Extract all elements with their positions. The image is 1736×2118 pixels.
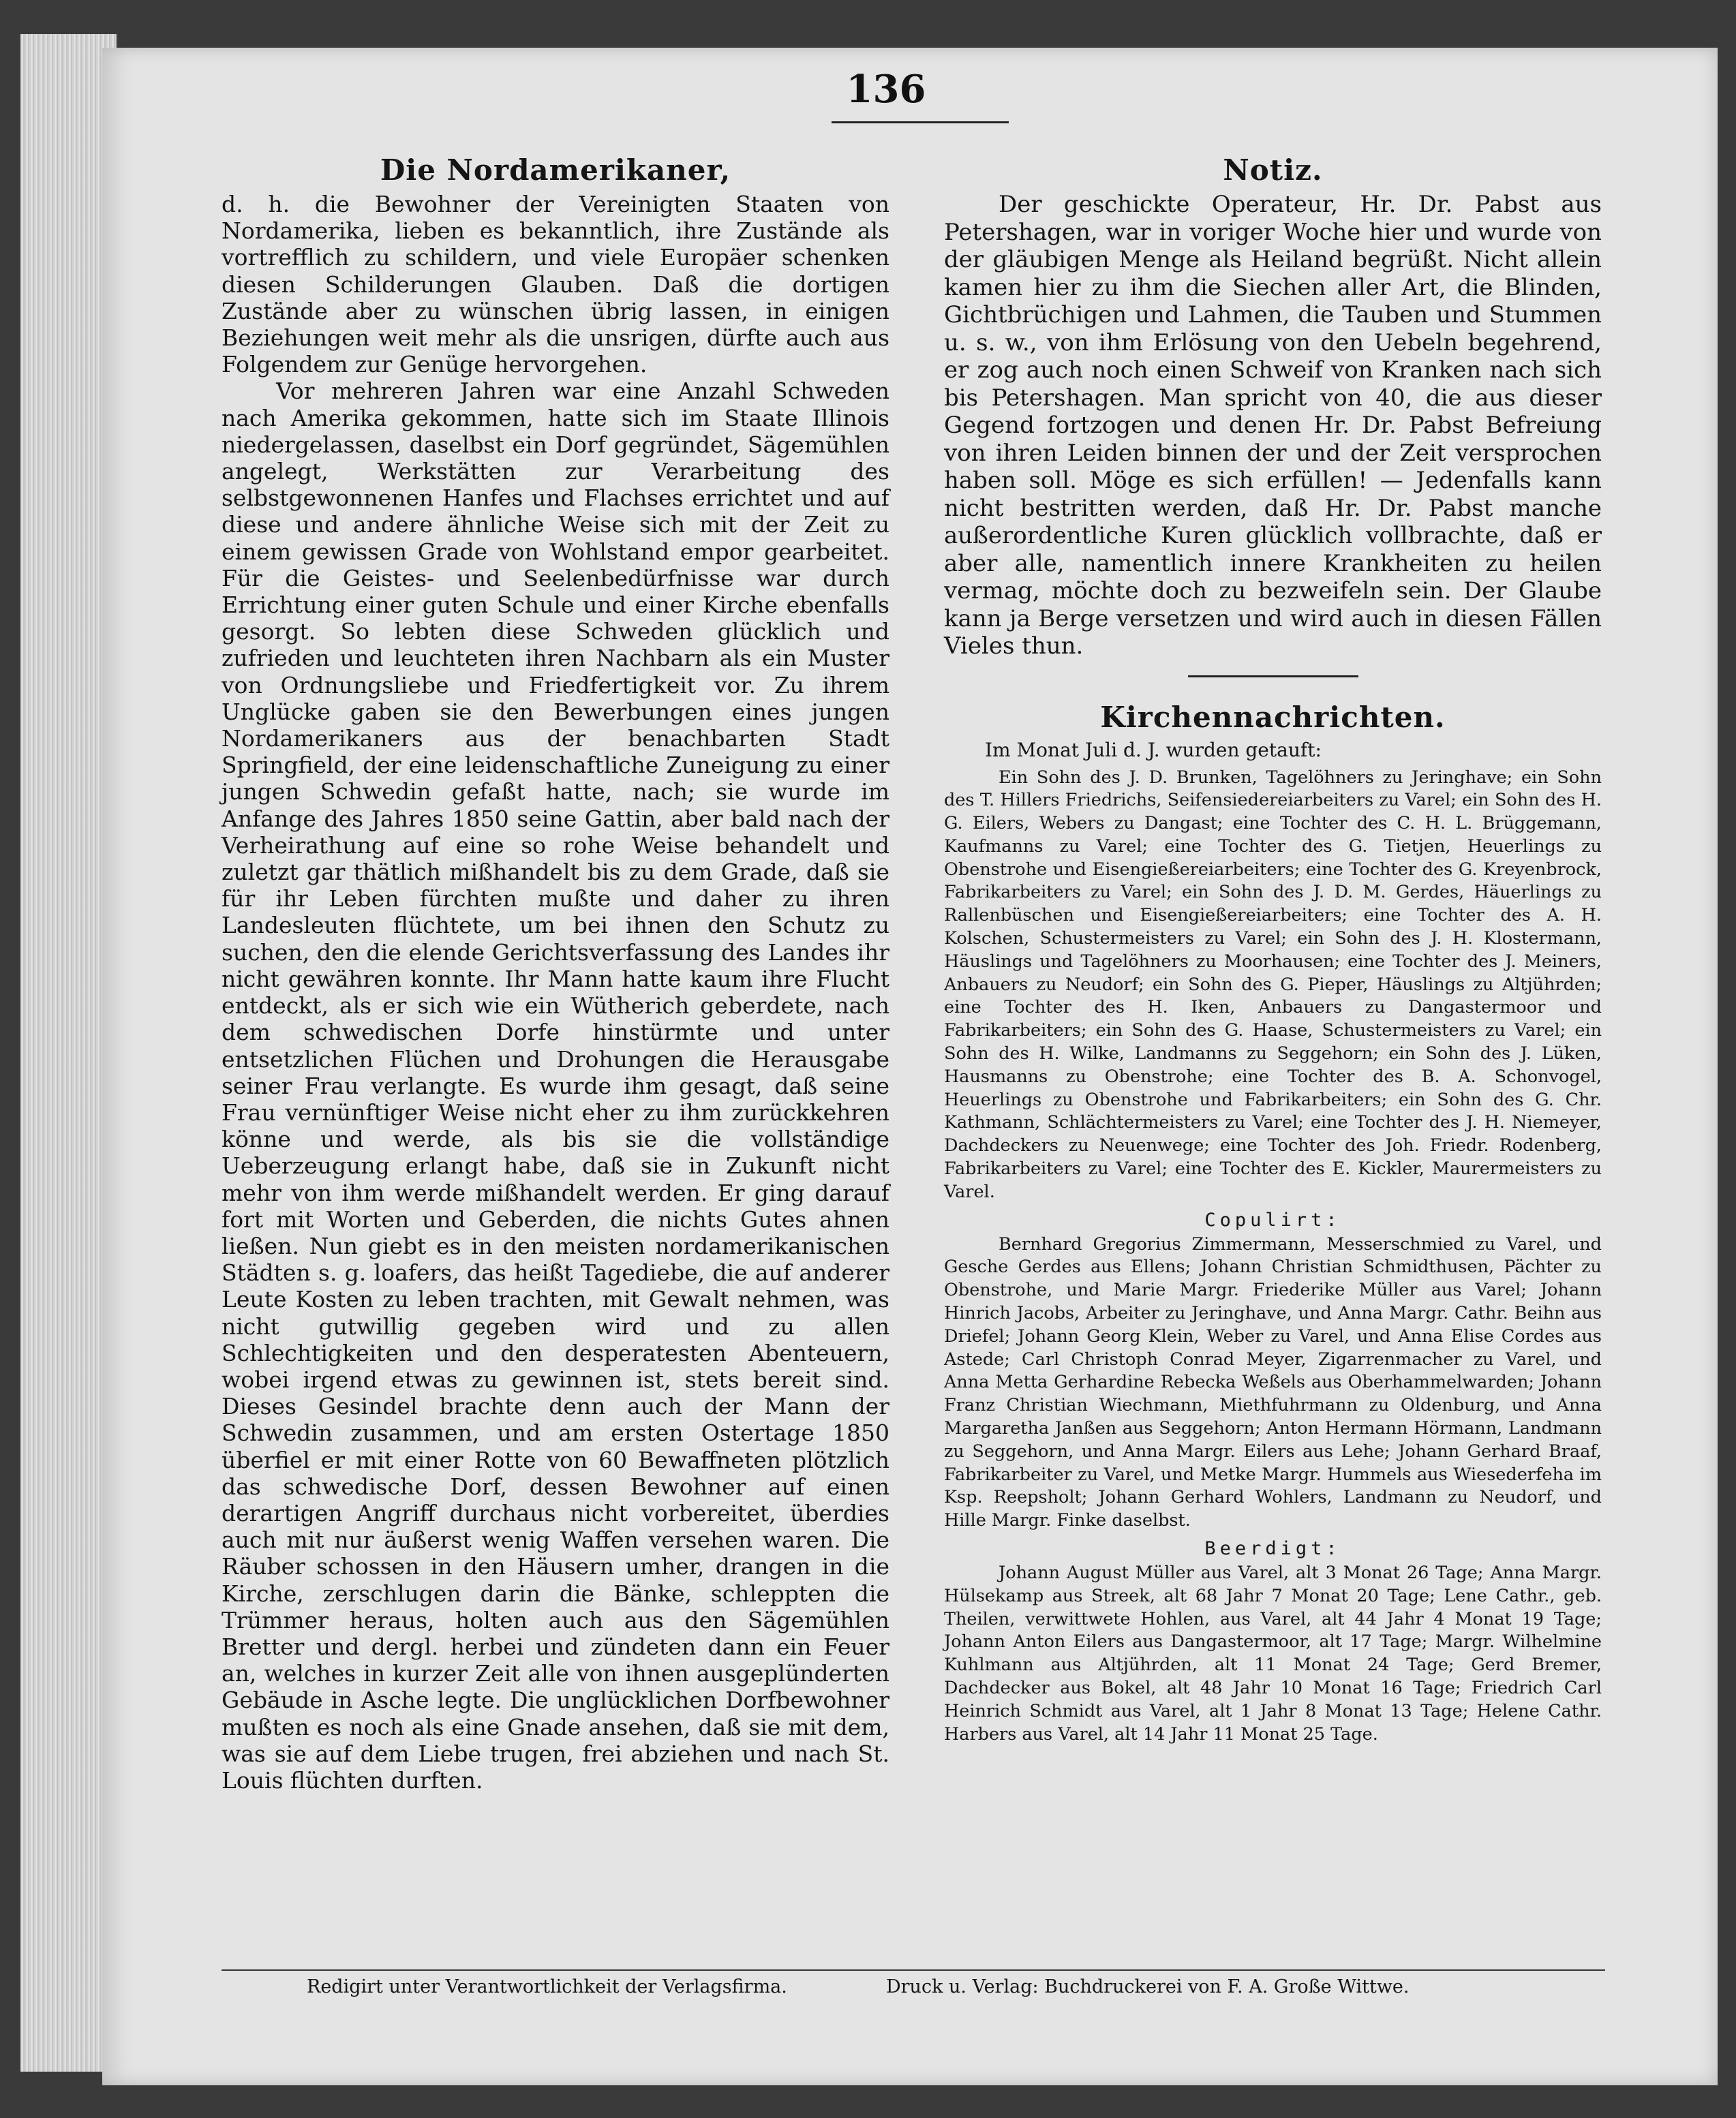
notiz-text: Der geschickte Operateur, Hr. Dr. Pabst aus Petershagen, war in voriger Woche hier und wurde von der gläubigen Menge als Heiland begrüßt. Nicht allein kamen hier zu ihm die Siechen aller Art, die Blinden, Gichtbrüchigen und Lahmen, die Tauben und Stummen u. s. w., von ihm Erlösung von den Uebeln begehrend, er zog auch noch einen Schweif von Kranken nach sich bis Petershagen. Man spricht von 40, die aus dieser Gegend fortzogen und denen Hr. Dr. Pabst Befreiung von ihren Leiden binnen der und der Zeit versprochen haben soll. Möge es sich erfüllen! — Jedenfalls kann nicht bestritten werden, daß Hr. Dr. Pabst manche außerordentliche Kuren glücklich vollbrachte, daß er aber alle, namentlich innere Krankheiten zu heilen vermag, möchte doch zu bezweifeln sein. Der Glaube kann ja Berge versetzen und wird auch in diesen Fällen Vieles thun. bbox=[944, 191, 1602, 660]
footer-editor-note: Redigirt unter Verantwortlichkeit der Verlagsfirma. bbox=[307, 1976, 787, 1997]
footer-printer-note: Druck u. Verlag: Buchdruckerei von F. A. Große Wittwe. bbox=[886, 1976, 1410, 1997]
getauft-intro: Im Monat Juli d. J. wurden getauft: bbox=[985, 738, 1322, 761]
section-divider bbox=[1188, 675, 1358, 677]
footer-rule bbox=[222, 1969, 1605, 1971]
beerdigt-list: Johann August Müller aus Varel, alt 3 Monat 26 Tage; Anna Margr. Hülsekamp aus Streek, alt 68 Jahr 7 Monat 20 Tage; Lene Cathr., geb. Theilen, verwittwete Hohlen, aus Varel, alt 44 Jahr 4 Monat 19 Tage; Johann Anton Eilers aus Dangastermoor, alt 17 Tage; Margr. Wilhelmine Kuhlmann aus Altjührden, alt 11 Monat 24 Tage; Gerd Bremer, Dachdecker aus Bokel, alt 48 Jahr 10 Monat 16 Tage; Friedrich Carl Heinrich Schmidt aus Varel, alt 1 Jahr 8 Monat 13 Tage; Helene Cathr. Harbers aus Varel, alt 14 Jahr 11 Monat 25 Tage. bbox=[944, 1563, 1602, 1745]
getauft-list: Ein Sohn des J. D. Brunken, Tagelöhners zu Jeringhave; ein Sohn des T. Hillers Friedrichs, Seifensiedereiarbeiters zu Varel; ein Sohn des H. G. Eilers, Webers zu Dangast; eine Tochter des C. H. L. Brüggemann, Kaufmanns zu Varel; eine Tochter des G. Tietjen, Heuerlings zu Obenstrohe und Eisengießereiarbeiters; eine Tochter des G. Kreyenbrock, Fabrikarbeiters zu Varel; ein Sohn des J. D. M. Gerdes, Häuerlings zu Rallenbüschen und Eisengießereiarbeiters; eine Tochter des A. H. Kolschen, Schustermeisters zu Varel; ein Sohn des J. H. Klostermann, Häuslings und Tagelöhners zu Moorhausen; eine Tochter des J. Meiners, Anbauers zu Neudorf; ein Sohn des G. Pieper, Häuslings zu Altjührden; eine Tochter des H. Iken, Anbauers zu Dangastermoor und Fabrikarbeiters; ein Sohn des G. Haase, Schustermeisters zu Varel; ein Sohn des H. Wilke, Landmanns zu Seggehorn; ein Sohn des J. Lüken, Hausmanns zu Obenstrohe; eine Tochter des B. A. Schonvogel, Heuerlings zu Obenstrohe und Fabrikarbeiters; ein Sohn des G. Chr. Kathmann, Schlächtermeisters zu Varel; eine Tochter des J. H. Niemeyer, Dachdeckers zu Neuenwege; eine Tochter des Joh. Friedr. Rodenberg, Fabrikarbeiters zu Varel; eine Tochter des E. Kickler, Maurermeisters zu Varel. bbox=[944, 767, 1602, 1202]
beerdigt-label: Beerdigt: bbox=[1204, 1538, 1341, 1559]
article-paragraph-1: d. h. die Bewohner der Vereinigten Staaten von Nordamerika, lieben es bekanntlich, ihre Zustände als vortrefflich zu schildern, und viele Europäer schenken diesen Schilderungen Glauben. Daß die dortigen Zustände aber zu wünschen übrig lassen, in einigen Beziehungen weit mehr als die unsrigen, dürfte auch aus Folgendem zur Genüge hervorgehen. bbox=[222, 191, 889, 378]
copulirt-label: Copulirt: bbox=[1204, 1209, 1341, 1231]
article-heading: Die Nordamerikaner, bbox=[380, 153, 731, 187]
copulirt-list: Bernhard Gregorius Zimmermann, Messerschmied zu Varel, und Gesche Gerdes aus Ellens; Johann Christian Schmidthusen, Pächter zu Obenstrohe, und Marie Margr. Friederike Müller aus Varel; Johann Hinrich Jacobs, Arbeiter zu Jeringhave, und Anna Margr. Cathr. Beihn aus Driefel; Johann Georg Klein, Weber zu Varel, und Anna Elise Cordes aus Astede; Carl Christoph Conrad Meyer, Zigarrenmacher zu Varel, und Anna Metta Gerhardine Rebecka Weßels aus Oberhammelwarden; Johann Franz Christian Wiechmann, Miethfuhrmann zu Oldenburg, und Anna Margaretha Janßen aus Seggehorn; Anton Hermann Hörmann, Landmann zu Seggehorn, und Anna Margr. Eilers aus Lehe; Johann Gerhard Braaf, Fabrikarbeiter zu Varel, und Metke Margr. Hummels aus Wiesederfeha im Ksp. Reepsholt; Johann Gerhard Wohlers, Landmann zu Neudorf, und Hille Margr. Finke daselbst. bbox=[944, 1233, 1602, 1531]
page-number-rule bbox=[832, 121, 1009, 123]
kirchennachrichten-heading: Kirchennachrichten. bbox=[1100, 700, 1446, 734]
notiz-heading: Notiz. bbox=[1223, 153, 1323, 187]
right-column bbox=[944, 153, 1602, 1746]
left-column bbox=[222, 153, 889, 1794]
page-number: 136 bbox=[846, 67, 926, 112]
article-paragraph-2: Vor mehreren Jahren war eine Anzahl Schweden nach Amerika gekommen, hatte sich im Staate Illinois niedergelassen, daselbst ein Dorf gegründet, Sägemühlen angelegt, Werkstätten zur Verarbeitung des selbstgewonnenen Hanfes und Flachses errichtet und auf diese und andere ähnliche Weise sich mit der Zeit zu einem gewissen Grade von Wohlstand empor gearbeitet. Für die Geistes- und Seelenbedürfnisse war durch Errichtung einer guten Schule und einer Kirche ebenfalls gesorgt. So lebten diese Schweden glücklich und zufrieden und leuchteten ihren Nachbarn als ein Muster von Ordnungsliebe und Friedfertigkeit vor. Zu ihrem Unglücke gaben sie den Bewerbungen eines jungen Nordamerikaners aus der benachbarten Stadt Springfield, der eine leidenschaftliche Zuneigung zu einer jungen Schwedin gefaßt hatte, nach; sie wurde im Anfange des Jahres 1850 seine Gattin, aber bald nach der Verheirathung auf eine so rohe Weise behandelt und zuletzt gar thätlich mißhandelt bis zu dem Grade, daß sie für ihr Leben fürchten mußte und daher zu ihren Landesleuten flüchtete, um bei ihnen den Schutz zu suchen, den die elende Gerichtsverfassung des Landes ihr nicht gewähren konnte. Ihr Mann hatte kaum ihre Flucht entdeckt, als er sich wie ein Wütherich geberdete, nach dem schwedischen Dorfe hinstürmte und unter entsetzlichen Flüchen und Drohungen die Herausgabe seiner Frau verlangte. Es wurde ihm gesagt, daß seine Frau vernünftiger Weise nicht eher zu ihm zurückkehren könne und werde, als bis sie die vollständige Ueberzeugung erlangt habe, daß sie in Zukunft nicht mehr von ihm werde mißhandelt werden. Er ging darauf fort mit Worten und Geberden, die nichts Gutes ahnen ließen. Nun giebt es in den meisten nordamerikanischen Städten s. g. loafers, das heißt Tagediebe, die auf anderer Leute Kosten zu leben trachten, mit Gewalt nehmen, was nicht gutwillig gegeben wird und zu allen Schlechtigkeiten und den desperatesten Abenteuern, wobei irgend etwas zu gewinnen ist, stets bereit sind. Dieses Gesindel brachte denn auch der Mann der Schwedin zusammen, und am ersten Ostertage 1850 überfiel er mit einer Rotte von 60 Bewaffneten plötzlich das schwedische Dorf, dessen Bewohner auf einen derartigen Angriff durchaus nicht vorbereitet, überdies auch mit nur äußerst wenig Waffen versehen waren. Die Räuber schossen in den Häusern umher, drangen in die Kirche, zerschlugen darin die Bänke, schleppten die Trümmer heraus, holten auch aus den Sägemühlen Bretter und dergl. herbei und zündeten dann ein Feuer an, welches in kurzer Zeit alle von ihnen ausgeplünderten Gebäude in Asche legte. Die unglücklichen Dorfbewohner mußten es noch als eine Gnade ansehen, daß sie mit dem, was sie auf dem Liebe trugen, frei abziehen und nach St. Louis flüchten durften. bbox=[222, 378, 889, 1794]
